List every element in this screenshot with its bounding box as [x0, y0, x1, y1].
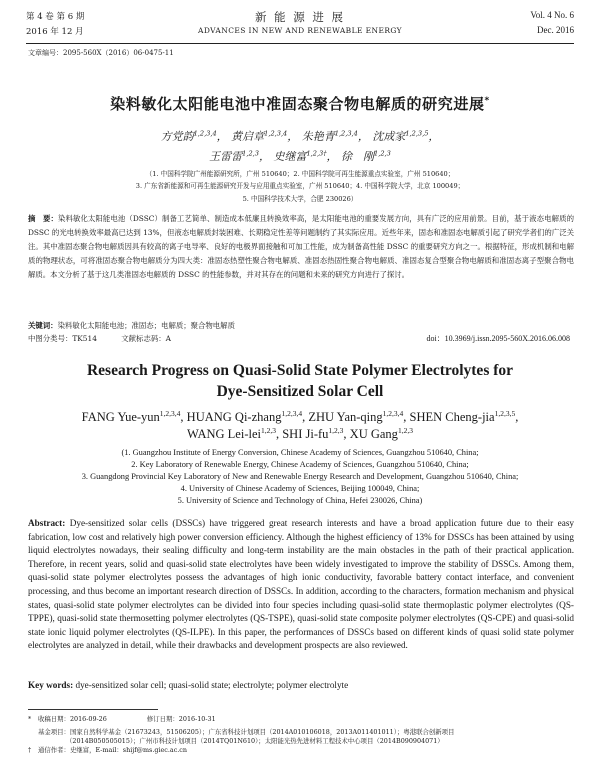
author-cn: 徐 刚: [341, 150, 375, 163]
footnote-funding: [28, 727, 574, 745]
affiliation-en: 2. Key Laboratory of Renewable Energy, Chinese Academy of Sciences, Guangzhou 510640, China;: [131, 460, 469, 469]
affiliation-en: 5. University of Science and Technology of China, Hefei 230026, China): [177, 496, 423, 505]
affiliation-cn: 5. 中国科学技术大学，合肥 230026）: [242, 195, 358, 203]
author-cn: 黄启章: [231, 130, 265, 143]
author-cn: 沈成家: [372, 130, 406, 143]
title-en: [20, 360, 580, 402]
author-en: FANG Yue-yun: [81, 410, 160, 424]
author-cn: 史继富: [273, 150, 307, 163]
author-cn: 方党韵: [160, 130, 194, 143]
author-en: XU Gang: [349, 427, 398, 441]
title-en-line: Dye-Sensitized Solar Cell: [216, 383, 384, 400]
abstract-cn: [28, 212, 574, 282]
author-en: SHI Ji-fu: [282, 427, 329, 441]
author-en: ZHU Yan-qing: [308, 410, 383, 424]
author-cn: 王雷雷: [209, 150, 243, 163]
keywords-cn: [28, 320, 574, 331]
volume-issue-en: Vol. 4 No. 6: [530, 10, 574, 20]
authors-en-line-1: FANG Yue-yun$^{1,2,3,4}$, HUANG Qi-zhang$^{1,2,3,4}$, ZHU Yan-qing$^{1,2,3,4}$, SHEN Cheng-jia$^{1,2,3,5}$,: [81, 408, 519, 424]
author-en: HUANG Qi-zhang: [186, 410, 282, 424]
title-cn-mark: *: [484, 96, 490, 106]
keywords-cn-text: 染料敏化太阳能电池；准固态；电解质；聚合物电解质: [57, 321, 235, 330]
abstract-en-text: Dye-sensitized solar cells (DSSCs) have triggered great research interests and have a broad application future due to their easy fabrication, low cost and relatively high power conversion efficiency. Although the highest efficiency of 13% for DSSCs has been attained by using liquid electrolytes nowadays, their sealing difficulty and long-term instability are the main obstacles in the path of their practical application. Therefore, in recent years, solid and quasi-solid state electrolytes have been widely investigated to improve the stability of DSSCs. Among them, quasi-solid state polymer electrolytes possess the advantages of high ionic conductivity, favorable battery contact interface, and convenient processing, and thus become an important research direction of DSSCs. In addition, according to the characters, formation mechanism and physical states, quasi-solid state polymer electrolytes can be divided into four species including quasi-solid state thermoplastic polymer electrolytes (QS-TPPE), quasi-solid state thermosetting polymer electrolytes (QS-TSPE), quasi-solid state composite polymer electrolytes (QS-CPE) and quasi-solid state ionic liquid polymer electrolytes (QS-ILPE). In this paper, the performances of DSSCs based on different kinds of quasi solid state polymer electrolytes are analyzed in detail, while their drawbacks and development prospects are also reviewed.: [28, 518, 575, 651]
revised-date: 修订日期：2016-10-31: [146, 715, 216, 723]
abstract-en-label: Abstract:: [28, 518, 66, 528]
date-en: Dec. 2016: [537, 25, 574, 35]
running-header: [26, 10, 574, 44]
author-en: SHEN Cheng-jia: [409, 410, 495, 424]
affiliation-en: (1. Guangzhou Institute of Energy Conversion, Chinese Academy of Sciences, Guangzhou 510640, China;: [121, 448, 479, 457]
title-cn: [20, 93, 580, 114]
title-en-line: Research Progress on Quasi-Solid State Polymer Electrolytes for: [86, 362, 514, 379]
keywords-en-text: dye-sensitized solar cell; quasi-solid state; electrolyte; polymer electrolyte: [75, 680, 349, 690]
title-cn-text: 染料敏化太阳能电池中准固态聚合物电解质的研究进展: [110, 95, 485, 113]
keywords-en-label: Key words:: [28, 680, 74, 690]
document-code: 文献标志码：A: [121, 334, 171, 343]
corresponding-mark: †: [28, 746, 32, 754]
journal-name-cn: 新 能 源 进 展: [254, 10, 346, 24]
affiliation-cn: （1. 中国科学院广州能源研究所，广州 510640；2. 中国科学院可再生能源重点实验室，广州 510640；: [145, 170, 455, 178]
corresponding-author: 通信作者：史继富，E-mail：shijf@ms.giec.ac.cn: [38, 746, 187, 754]
header-rule: [26, 43, 574, 44]
author-en: WANG Lei-lei: [187, 427, 261, 441]
footnote-rule: [28, 709, 158, 710]
article-number: 文章编号：2095-560X（2016）06-0475-11: [28, 49, 174, 57]
journal-name-en: ADVANCES IN NEW AND RENEWABLE ENERGY: [198, 26, 402, 35]
footnote-dates: [28, 714, 574, 723]
keywords-cn-label: 关键词：: [28, 321, 58, 330]
date-cn: 2016 年 12 月: [26, 27, 84, 37]
keywords-en: [28, 680, 574, 690]
authors-cn-line-1: 方党韵$^{1,2,3,4}$， 黄启章$^{1,2,3,4}$， 朱艳青$^{1,2,3,4}$， 沈成家$^{1,2,3,5}$，: [160, 129, 440, 143]
abstract-cn-text: 染料敏化太阳能电池（DSSC）制备工艺简单、制造成本低廉且转换效率高，是太阳能电池的重要发展方向，具有广泛的应用前景。目前，基于液态电解质的 DSSC 的光电转换效率最高已达到 13%，但液态电解质封装困难、长期稳定性差等问题制约了其实际应用。近些年来，固态和准固态电解质引起了研究学者们的广泛关注。其中准固态聚合物电解质因具有较高的离子电导率、良好的电极界面接触和可加工性能，成为制备高性能 DSSC 的重要研究方向之一。根据特征，形成机制和电解质的物理状态，可将准固态聚合物电解质分为四大类：准固态热塑性聚合物电解质、准固态热固性聚合物电解质、准固态复合型聚合物电解质和准固态离子型聚合物电解质。本文分析了基于这几类准固态电解质的 DSSC 的性能参数，并对其存在的问题和未来的研究方向进行了探讨。: [28, 214, 574, 279]
footnote-corresponding: [28, 745, 574, 754]
author-cn: 朱艳青: [301, 130, 335, 143]
affiliation-cn: 3. 广东省新能源和可再生能源研究开发与应用重点实验室，广州 510640；4. 中国科学院大学，北京 100049；: [135, 182, 465, 190]
abstract-en: [28, 517, 574, 653]
funding-text-1: 国家自然科学基金（21673243，51506205）；广东省科技计划项目（2014A010106018，2013A011401011）；粤港联合创新项目: [69, 728, 455, 736]
footnote-mark: *: [28, 715, 32, 723]
funding-label: 基金项目：: [38, 728, 70, 736]
classification-row: [28, 333, 574, 344]
funding-text-2: （2014B050505015）；广州市科技计划项目（2014TQ01N610）；太阳能光热先进材料工程技术中心项目（2014B090904071）: [66, 737, 444, 745]
doi: doi：10.3969/j.issn.2095-560X.2016.06.008: [426, 334, 570, 343]
abstract-cn-label: 摘 要：: [28, 214, 58, 223]
clc-number: 中图分类号：TK514: [28, 334, 97, 343]
received-date: 收稿日期：2016-09-26: [38, 715, 107, 723]
affiliation-en: 3. Guangdong Provincial Key Laboratory of New and Renewable Energy Research and Development, Guangzhou 510640, China;: [81, 472, 519, 481]
authors-cn-line-2: 王雷雷$^{1,2,3}$， 史继富$^{1,2,3\dagger}$， 徐 刚$^{1,2,3}$: [209, 149, 391, 163]
authors-en-line-2: WANG Lei-lei$^{1,2,3}$, SHI Ji-fu$^{1,2,3}$, XU Gang$^{1,2,3}$: [187, 425, 413, 441]
volume-issue-cn: 第 4 卷 第 6 期: [26, 12, 85, 22]
affiliation-en: 4. University of Chinese Academy of Sciences, Beijing 100049, China;: [180, 484, 420, 493]
